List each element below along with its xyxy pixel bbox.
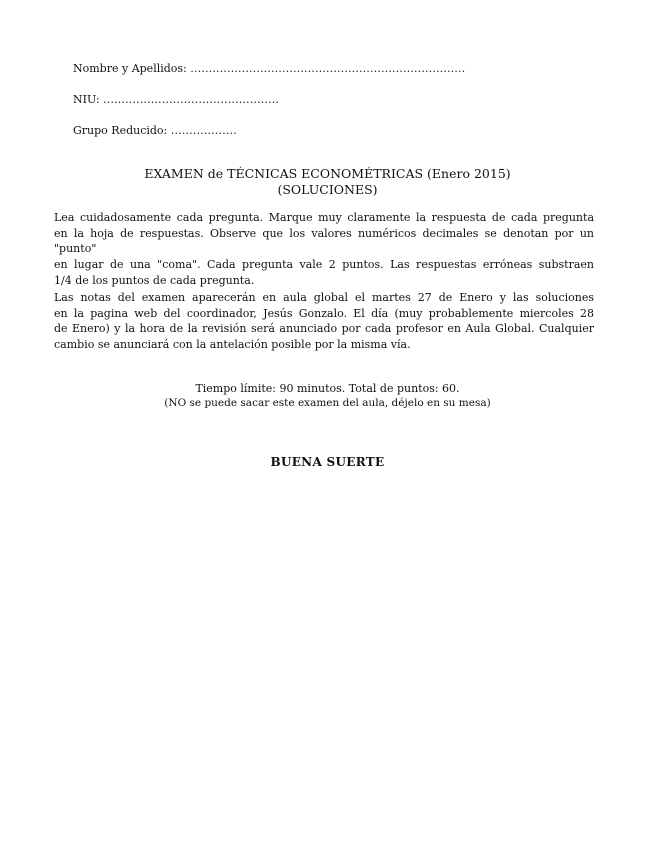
instructions-line: en la pagina web del coordinador, Jesús Gonzalo. El día (muy probablemente miercoles 28 (54, 306, 594, 320)
instructions-paragraph-1 (54, 210, 594, 289)
exam-title: EXAMEN de TÉCNICAS ECONOMÉTRICAS (Enero 2015) (144, 166, 511, 181)
exam-subtitle: (SOLUCIONES) (277, 182, 378, 197)
exam-notice: (NO se puede sacar este examen del aula, déjelo en su mesa) (164, 397, 491, 409)
instructions-line: Las notas del examen aparecerán en aula global el martes 27 de Enero y las soluciones (54, 291, 594, 304)
instructions-line: en lugar de una "coma". Cada pregunta vale 2 puntos. Las respuestas erróneas substraen (54, 258, 594, 272)
group-field: Grupo Reducido: ……………… (73, 124, 237, 137)
instructions-paragraph-2 (54, 290, 594, 353)
instructions-line: cambio se anunciará con la antelación posible por la misma vía. (54, 338, 411, 352)
niu-field: NIU: ………………………………………… (73, 93, 280, 106)
instructions-line: 1/4 de los puntos de cada pregunta. (54, 273, 255, 287)
instructions-line: en la hoja de respuestas. Observe que los valores numéricos decimales se denotan por un "punto" (54, 226, 594, 256)
instructions-line: Lea cuidadosamente cada pregunta. Marque muy claramente la respuesta de cada pregunta (54, 211, 594, 224)
closing-message: BUENA SUERTE (270, 455, 385, 469)
time-limit: Tiempo límite: 90 minutos. Total de puntos: 60. (195, 382, 460, 395)
instructions-line: de Enero) y la hora de la revisión será anunciado por cada profesor en Aula Global. Cualquier (54, 322, 594, 336)
name-field: Nombre y Apellidos: ………………………………………………………………… (73, 62, 466, 75)
